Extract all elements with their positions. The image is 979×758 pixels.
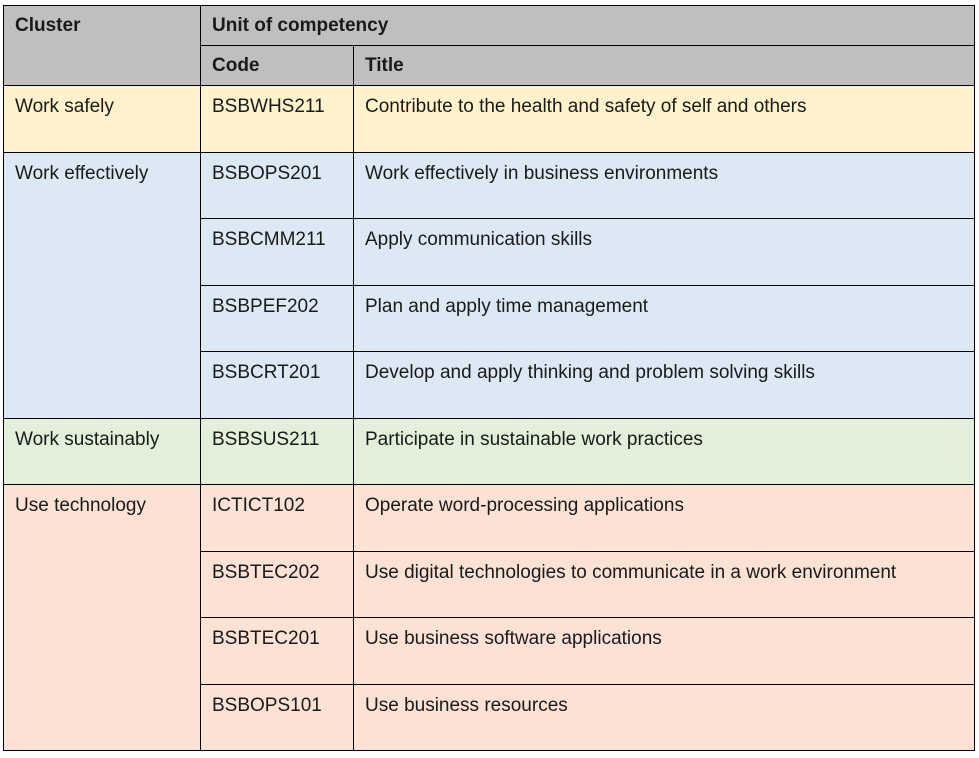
unit-code-cell: BSBCMM211 xyxy=(201,219,354,286)
unit-code-cell: BSBSUS211 xyxy=(201,418,354,485)
table-row xyxy=(4,86,975,153)
unit-code-cell: BSBCRT201 xyxy=(201,352,354,419)
unit-title-cell: Plan and apply time management xyxy=(354,285,975,352)
unit-title-cell: Participate in sustainable work practices xyxy=(354,418,975,485)
title-header: Title xyxy=(354,46,975,86)
unit-of-competency-header: Unit of competency xyxy=(201,6,975,46)
table-row xyxy=(4,485,975,552)
unit-code-cell: BSBTEC201 xyxy=(201,618,354,685)
units-of-competency-table xyxy=(3,5,975,751)
cluster-cell: Work safely xyxy=(4,86,201,153)
unit-code-cell: BSBPEF202 xyxy=(201,285,354,352)
unit-code-cell: ICTICT102 xyxy=(201,485,354,552)
table-row xyxy=(4,152,975,219)
unit-title-cell: Work effectively in business environments xyxy=(354,152,975,219)
unit-code-cell: BSBOPS201 xyxy=(201,152,354,219)
table-row xyxy=(4,418,975,485)
cluster-cell: Work sustainably xyxy=(4,418,201,485)
cluster-cell: Work effectively xyxy=(4,152,201,418)
unit-title-cell: Use business software applications xyxy=(354,618,975,685)
unit-code-cell: BSBTEC202 xyxy=(201,551,354,618)
unit-title-cell: Operate word-processing applications xyxy=(354,485,975,552)
cluster-cell: Use technology xyxy=(4,485,201,751)
unit-title-cell: Use business resources xyxy=(354,684,975,751)
header-row xyxy=(4,6,975,46)
code-header: Code xyxy=(201,46,354,86)
unit-title-cell: Apply communication skills xyxy=(354,219,975,286)
unit-code-cell: BSBWHS211 xyxy=(201,86,354,153)
unit-title-cell: Contribute to the health and safety of self and others xyxy=(354,86,975,153)
unit-code-cell: BSBOPS101 xyxy=(201,684,354,751)
unit-title-cell: Develop and apply thinking and problem solving skills xyxy=(354,352,975,419)
unit-title-cell: Use digital technologies to communicate in a work environment xyxy=(354,551,975,618)
cluster-header: Cluster xyxy=(4,6,201,86)
